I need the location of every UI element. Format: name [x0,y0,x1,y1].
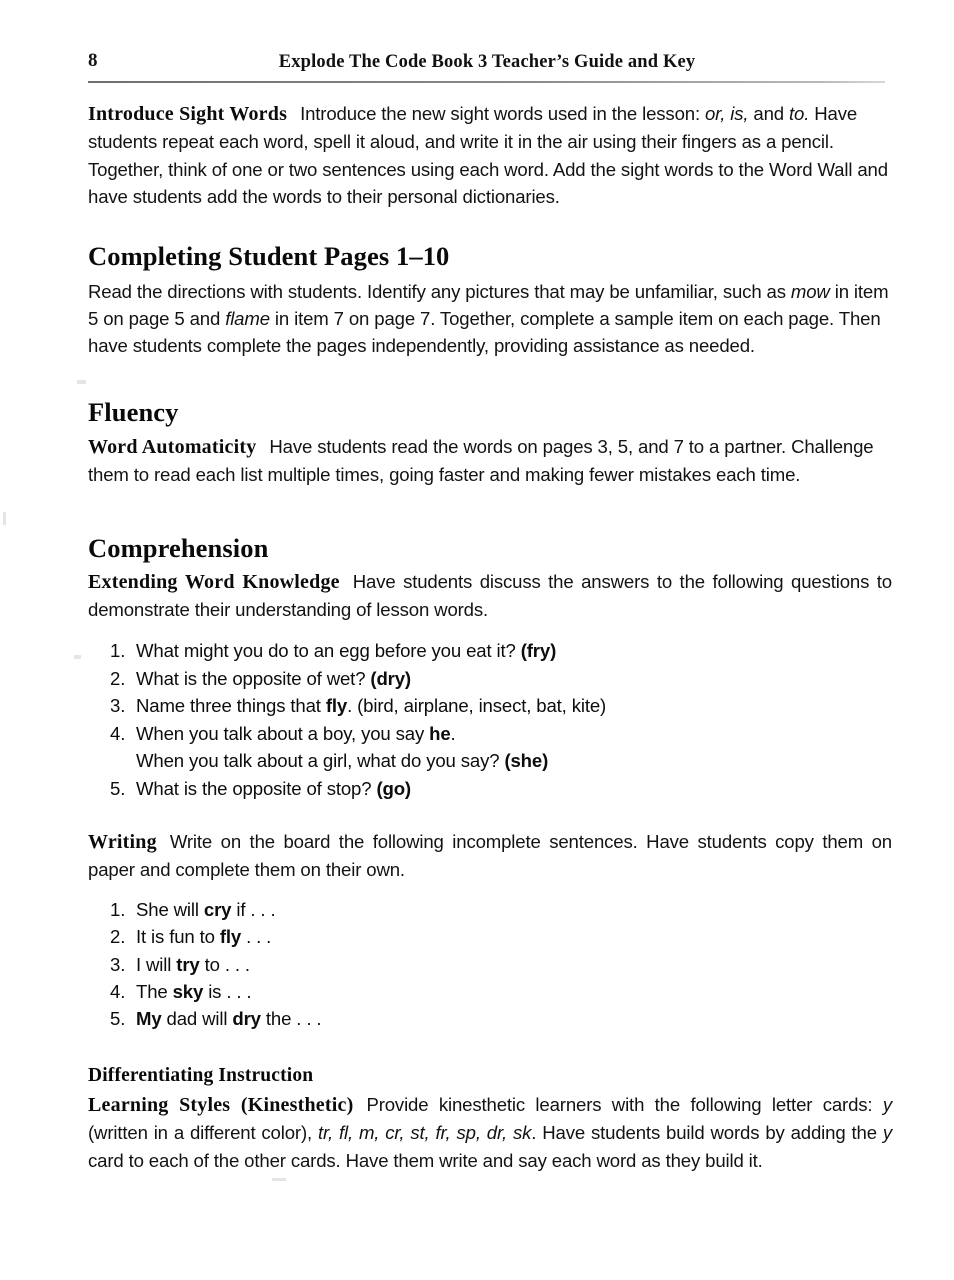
book-title: Explode The Code Book 3 Teacher’s Guide and Key [278,52,696,72]
prompt-text: She will [136,898,204,920]
keyword-he: he [429,722,451,744]
paragraph-writing [88,828,892,884]
keyword-dry: dry [232,1008,261,1030]
word-flame: flame [225,308,270,330]
prompt-text-tail: if . . . [231,898,276,920]
list-item [110,775,892,802]
list-number: 1. [110,898,126,920]
writing-prompt-list [110,896,892,1033]
comprehension-text: Have students discuss the answers to the following questions to demonstrate their understanding of lesson words. [88,570,892,621]
page-body [88,100,892,1174]
list-number: 3. [110,953,126,975]
differentiating-text-4: card to each of the other cards. Have them write and say each word as they build it. [88,1149,763,1171]
letter-card-y-2: y [882,1122,892,1144]
scan-artifact [77,380,86,384]
keyword-fly: fly [219,926,242,948]
page-number: 8 [88,50,98,71]
keyword-fly: fly [325,695,348,717]
sight-word-is: is, [730,103,749,124]
list-number: 5. [110,777,126,799]
list-item [110,692,892,719]
scan-artifact [74,655,81,659]
list-number: 1. [110,640,126,662]
runin-head-learning-styles: Learning Styles (Kinesthetic) [88,1093,354,1116]
question-text-tail: . [450,722,456,744]
prompt-text-tail: is . . . [203,980,252,1002]
letter-cards-blends: tr, fl, m, cr, st, fr, sp, dr, sk [317,1122,532,1144]
list-item [110,951,892,978]
runin-head-word-automaticity: Word Automaticity [88,435,257,458]
completing-text-2: in item 5 on page 5 and [88,280,889,330]
writing-text: Write on the board the following incomplete sentences. Have students copy them on paper and complete them on their own. [88,830,892,881]
question-text: What is the opposite of wet? [136,667,371,689]
differentiating-text-1: Provide kinesthetic learners with the following letter cards: [366,1093,883,1115]
paragraph-extending-word-knowledge [88,568,892,624]
list-item [110,665,892,692]
list-number: 2. [110,667,126,689]
list-number: 2. [110,926,126,948]
list-number: 4. [110,722,126,744]
question-text: When you talk about a boy, you say [136,722,430,744]
comprehension-question-list [110,637,892,801]
list-item [110,637,892,664]
keyword-try: try [176,953,200,975]
list-item [110,923,892,950]
prompt-text: dad will [161,1008,233,1030]
prompt-text: The [136,980,173,1002]
keyword-my: My [136,1008,162,1030]
paragraph-sight-words [88,100,892,211]
keyword-sky: sky [172,980,204,1002]
runin-head-writing: Writing [88,830,157,853]
question-text: What is the opposite of stop? [136,777,377,799]
question-text: Name three things that [136,695,326,717]
sight-words-text-1: Introduce the new sight words used in the lesson: [300,103,705,124]
differentiating-text-3: . Have students build words by adding the [531,1122,883,1144]
completing-text-1: Read the directions with students. Identify any pictures that may be unfamiliar, such as [88,280,791,302]
heading-completing-student-pages: Completing Student Pages 1–10 [88,240,450,271]
question-subline-text: When you talk about a girl, what do you say? [136,750,505,772]
question-text-tail: . (bird, airplane, insect, bat, kite) [347,695,607,717]
prompt-text: I will [136,953,177,975]
sight-words-text-2: and [748,103,790,124]
sight-word-to: to. [789,103,810,124]
answer-dry: (dry) [370,667,411,689]
keyword-cry: cry [203,898,232,920]
runin-head-sight-words: Introduce Sight Words [88,103,288,125]
running-head [88,50,886,82]
heading-fluency: Fluency [88,396,179,427]
list-item [110,1005,892,1032]
list-item [110,978,892,1005]
paragraph-word-automaticity [88,433,892,489]
list-item [110,896,892,923]
runin-head-extending-word-knowledge: Extending Word Knowledge [88,570,340,593]
letter-card-y: y [882,1093,892,1115]
list-number: 5. [110,1008,126,1030]
heading-comprehension: Comprehension [88,532,269,563]
sight-words-text-3: Have students repeat each word, spell it aloud, and write it in the air using their fingers as a pencil. Together, think of one or two sentences using each word. Add the sight words to the Word Wall and have students add the words to their personal dictionaries. [88,103,888,208]
prompt-text-tail: . . . [241,926,272,948]
word-mow: mow [790,280,830,302]
answer-she: (she) [504,750,549,772]
fluency-text: Have students read the words on pages 3, 5, and 7 to a partner. Challenge them to read each list multiple times, going faster and making fewer mistakes each time. [88,435,874,486]
list-number: 3. [110,695,126,717]
list-number: 4. [110,980,126,1002]
prompt-text-tail: the . . . [260,1008,322,1030]
prompt-text: It is fun to [136,926,220,948]
sight-word-or: or, [704,103,726,124]
differentiating-text-2: (written in a different color), [88,1122,318,1144]
completing-text-3: in item 7 on page 7. Together, complete a sample item on each page. Then have students complete the pages independently, providing assistance as needed. [88,308,881,357]
question-subline [136,747,892,774]
list-item [110,720,892,775]
question-text: What might you do to an egg before you eat it? [136,640,521,662]
prompt-text-tail: to . . . [199,953,250,975]
answer-go: (go) [376,777,411,799]
paragraph-completing [88,278,892,360]
paragraph-learning-styles [88,1091,892,1174]
answer-fry: (fry) [520,640,557,662]
scan-artifact [272,1178,286,1181]
scan-artifact [3,512,6,525]
heading-differentiating-instruction: Differentiating Instruction [88,1064,314,1086]
header-divider [88,81,885,83]
